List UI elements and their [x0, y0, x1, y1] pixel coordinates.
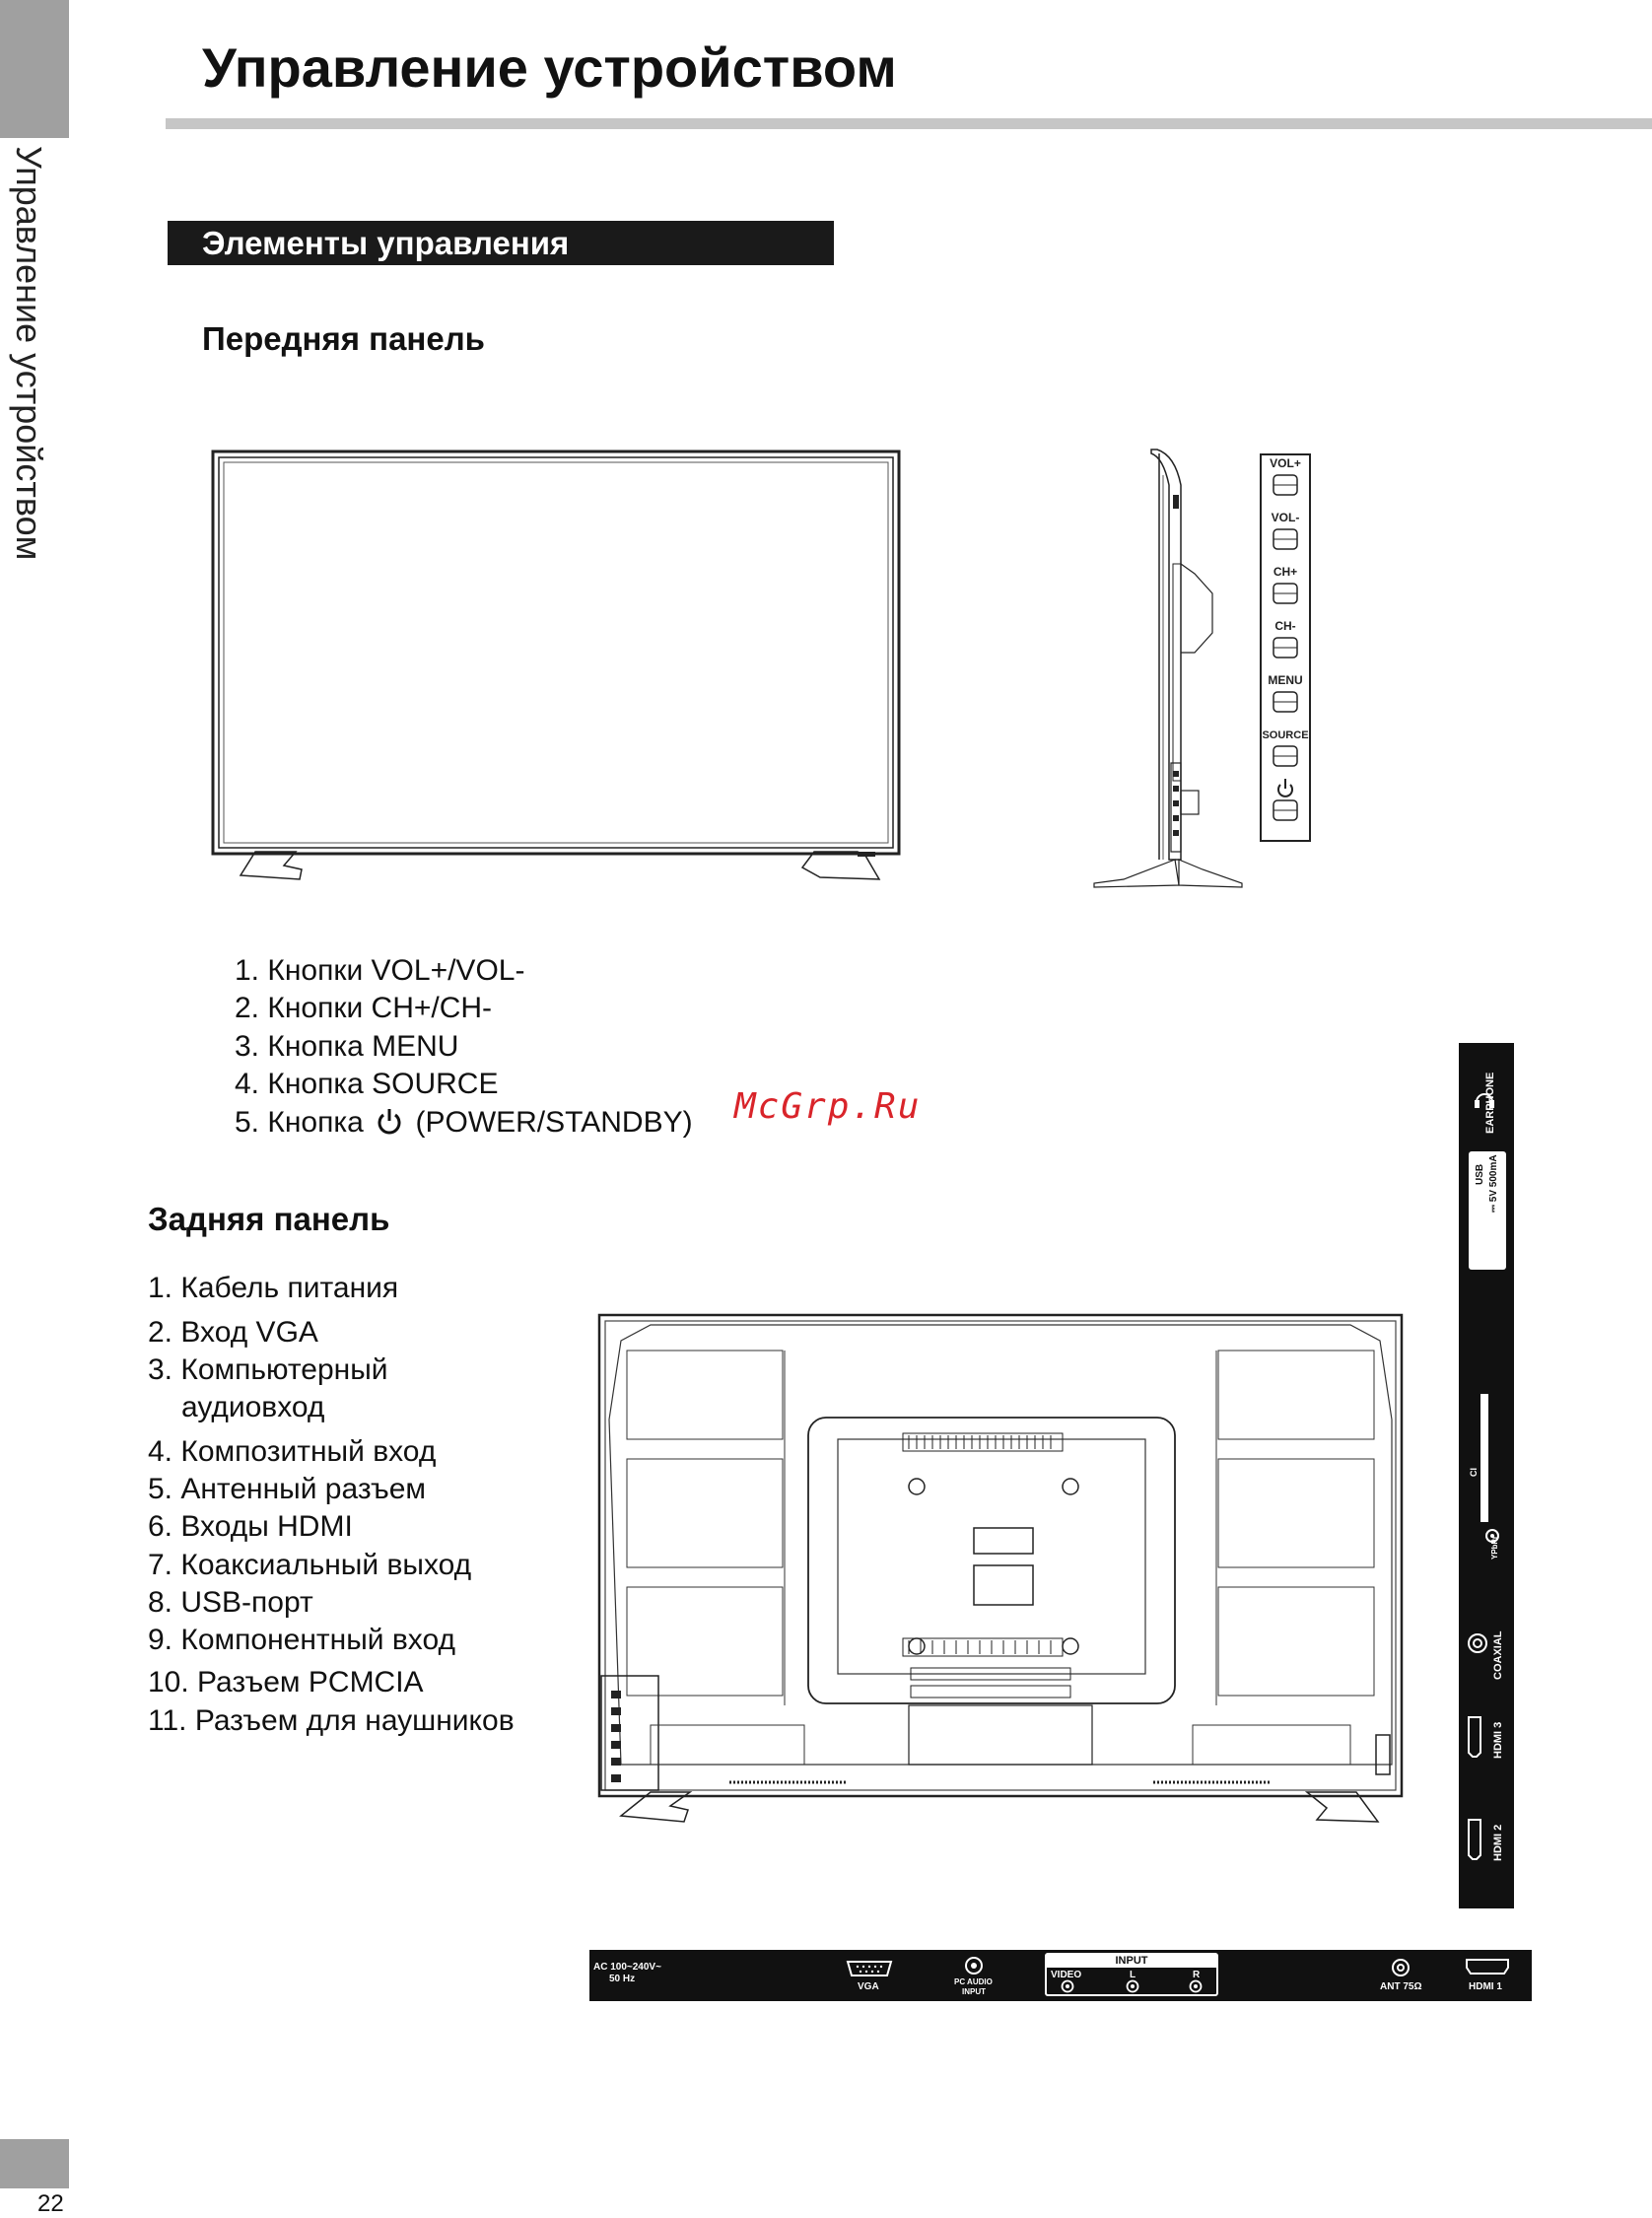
pc-audio-label-line2: INPUT [962, 1987, 986, 1996]
button-label-vol-minus: VOL- [1271, 511, 1300, 524]
list-item: аудиовход [181, 1391, 325, 1423]
title-rule [166, 118, 1652, 129]
list-item: 4. Кнопка SOURCE [235, 1068, 499, 1100]
pc-audio-label-line1: PC AUDIO [954, 1977, 993, 1986]
list-item: 5. Антенный разъем [148, 1473, 426, 1505]
hdmi3-label: HDMI 3 [1492, 1721, 1504, 1759]
earphone-label: EARPHONE [1484, 1072, 1496, 1134]
usb-port [1469, 1151, 1506, 1270]
video-label: VIDEO [1051, 1970, 1082, 1980]
rear-panel-heading: Задняя панель [148, 1201, 390, 1237]
ci-label: CI [1469, 1468, 1479, 1477]
vga-label: VGA [858, 1981, 879, 1992]
list-item: 8. USB-порт [148, 1586, 313, 1619]
audio-left-jack-icon [1126, 1979, 1139, 1993]
page-number: 22 [37, 2190, 64, 2217]
ac-label-line1: AC 100~240V~ [593, 1962, 661, 1973]
tv-back-illustration [591, 1311, 1410, 1834]
audio-right-label: R [1193, 1970, 1201, 1980]
vga-port-icon [846, 1960, 893, 1977]
list-item: 7. Коаксиальный выход [148, 1549, 472, 1581]
tv-side-illustration [1084, 446, 1252, 889]
list-item: 3. Кнопка MENU [235, 1030, 459, 1063]
ci-slot [1480, 1394, 1488, 1522]
ac-label-line2: 50 Hz [609, 1974, 636, 1984]
list-item: 2. Вход VGA [148, 1316, 318, 1349]
list-item: 1. Кабель питания [148, 1272, 399, 1304]
power-icon [376, 1106, 403, 1136]
list-item: 11. Разъем для наушников [148, 1704, 515, 1737]
video-jack-icon [1061, 1979, 1074, 1993]
button-label-source: SOURCE [1262, 729, 1309, 741]
side-connector-panel [1459, 1043, 1514, 1908]
side-tab [0, 0, 69, 138]
av-input-group [1045, 1953, 1218, 1996]
audio-right-jack-icon [1189, 1979, 1203, 1993]
list-item: 1. Кнопки VOL+/VOL- [235, 954, 525, 987]
antenna-label: ANT 75Ω [1380, 1981, 1422, 1992]
hdmi1-port-icon [1465, 1958, 1510, 1975]
list-item-power [235, 1106, 693, 1140]
button-label-menu: MENU [1268, 673, 1303, 687]
antenna-jack-icon [1391, 1958, 1411, 1977]
hdmi2-port-icon [1467, 1818, 1482, 1861]
page-title: Управление устройством [202, 36, 897, 99]
list-item: 10. Разъем PCMCIA [148, 1666, 424, 1698]
button-label-ch-plus: CH+ [1273, 565, 1298, 579]
list-item: 3. Компьютерный [148, 1353, 388, 1386]
power-item-prefix: 5. Кнопка [235, 1106, 364, 1139]
ypbpr-label: YPbPr [1490, 1535, 1499, 1560]
button-label-ch-minus: CH- [1274, 619, 1296, 633]
hdmi2-label: HDMI 2 [1492, 1824, 1504, 1861]
section-banner: Элементы управления [168, 221, 834, 265]
pc-audio-jack-icon [964, 1956, 984, 1975]
power-icon [1278, 779, 1292, 797]
usb-label: USB [1475, 1163, 1485, 1185]
side-tab-label: Управление устройством [9, 146, 49, 561]
list-item: 4. Композитный вход [148, 1435, 437, 1468]
coaxial-jack-icon [1467, 1632, 1488, 1654]
button-label-vol-plus: VOL+ [1270, 456, 1301, 470]
list-item: 2. Кнопки CH+/CH- [235, 992, 493, 1024]
page-number-tab [0, 2139, 69, 2188]
input-label: INPUT [1047, 1955, 1216, 1968]
hdmi3-port-icon [1467, 1715, 1482, 1759]
watermark: McGrp.Ru [734, 1086, 922, 1127]
list-item: 6. Входы HDMI [148, 1510, 353, 1543]
bottom-connector-panel [589, 1950, 1532, 2001]
hdmi1-label: HDMI 1 [1469, 1981, 1502, 1992]
usb-rating: ⎓ 5V 500mA [1488, 1154, 1499, 1213]
front-panel-heading: Передняя панель [202, 320, 485, 357]
audio-left-label: L [1130, 1970, 1136, 1980]
power-item-suffix: (POWER/STANDBY) [415, 1106, 693, 1139]
tv-front-illustration [211, 446, 903, 889]
list-item: 9. Компонентный вход [148, 1624, 455, 1656]
side-buttons-illustration [1260, 453, 1311, 842]
coaxial-label: COAXIAL [1492, 1630, 1504, 1680]
